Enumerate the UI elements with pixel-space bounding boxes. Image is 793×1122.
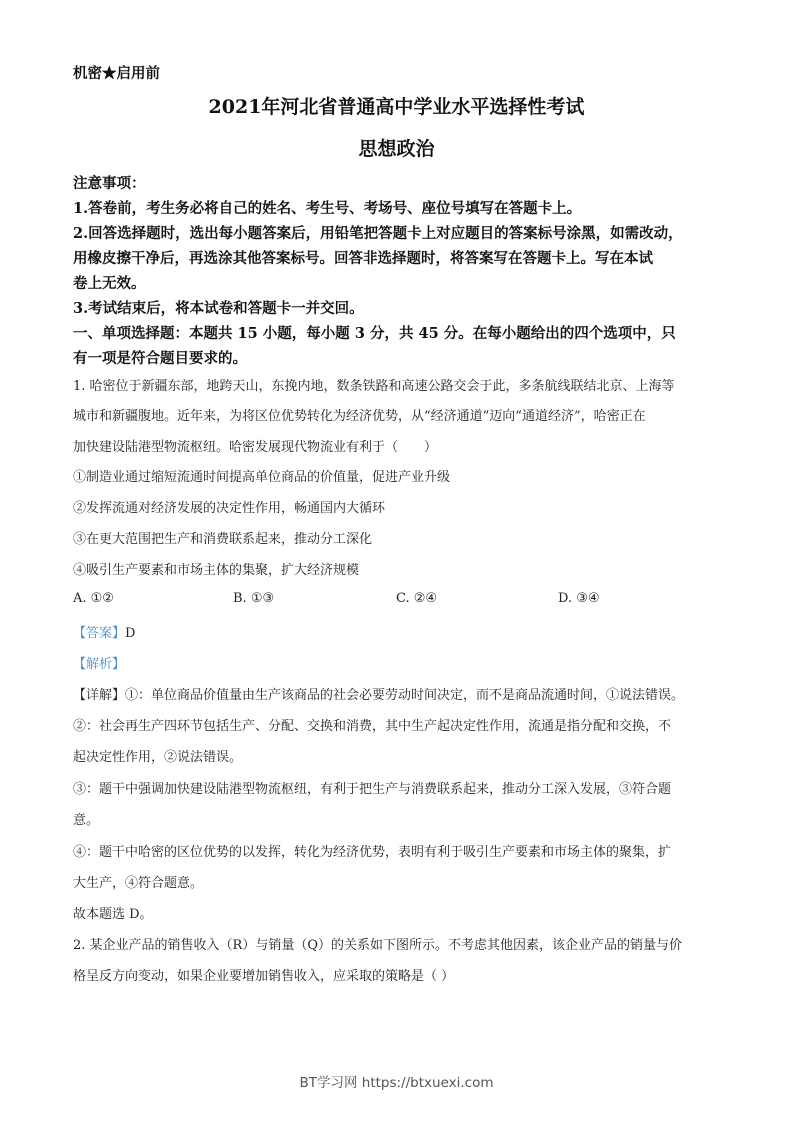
option-d: D. ③④ [558, 591, 600, 606]
question-stem-line: 城市和新疆腹地。近年来，为将区位优势转化为经济优势，从“经济通道”迈向“通道经济”，哈密正在 [73, 409, 646, 424]
notice-line: 1.答卷前，考生务必将自己的姓名、考生号、考场号、座位号填写在答题卡上。 [73, 200, 582, 217]
detail-label: 【详解】 [73, 688, 126, 703]
question-stem-line: 格呈反方向变动，如果企业要增加销售收入，应采取的策略是（ ） [73, 969, 455, 984]
notice-line: 3.考试结束后，将本试卷和答题卡一并交回。 [73, 300, 364, 317]
detail-line: ③：题干中强调加快建设陆港型物流枢纽，有利于把生产与消费联系起来，推动分工深入发展，③符合题 [73, 782, 672, 797]
option-a: A. ①② [73, 591, 114, 606]
exam-title: 2021年河北省普通高中学业水平选择性考试 [208, 96, 585, 118]
statement-2: ②发挥流通对经济发展的决定性作用，畅通国内大循环 [73, 501, 386, 516]
subject-title: 思想政治 [358, 138, 435, 160]
notice-line: 卷上无效。 [73, 275, 146, 292]
answer-value: D [125, 626, 136, 641]
detail-line: 大生产，④符合题意。 [73, 876, 204, 891]
conclusion-line: 故本题选 D。 [73, 907, 153, 922]
detail-text: ①：单位商品价值量由生产该商品的社会必要劳动时间决定，而不是商品流通时间，①说法错误。 [125, 688, 685, 703]
question-stem-line: 加快建设陆港型物流枢纽。哈密发展现代物流业有利于（ ） [73, 440, 438, 455]
detail-line [73, 684, 684, 703]
statement-4: ④吸引生产要素和市场主体的集聚，扩大经济规模 [73, 563, 360, 578]
detail-line: ②：社会再生产四环节包括生产、分配、交换和消费，其中生产起决定性作用，流通是指分配和交换，不 [73, 719, 672, 734]
question-stem-line: 1. 哈密位于新疆东部，地跨天山，东挽内地，数条铁路和高速公路交会于此，多条航线联结北京、上海等 [73, 379, 675, 394]
detail-line: 起决定性作用，②说法错误。 [73, 750, 243, 765]
detail-line: 意。 [73, 813, 100, 828]
confidential-label: 机密★启用前 [73, 65, 160, 82]
option-b: B. ①③ [233, 591, 275, 606]
notice-line: 用橡皮擦干净后，再选涂其他答案标号。回答非选择题时，将答案写在答题卡上。写在本试 [73, 250, 653, 267]
question-stem-line: 2. 某企业产品的销售收入（R）与销量（Q）的关系如下图所示。不考虑其他因素，该企业产品的销量与价 [73, 938, 682, 953]
analysis-label: 【解析】 [73, 657, 126, 672]
statement-1: ①制造业通过缩短流通时间提高单位商品的价值量，促进产业升级 [73, 470, 451, 485]
notice-heading: 注意事项： [73, 175, 146, 192]
detail-line: ④：题干中哈密的区位优势的以发挥，转化为经济优势，表明有利于吸引生产要素和市场主体的聚集，扩 [73, 845, 672, 860]
section-line: 一、单项选择题：本题共 15 小题，每小题 3 分，共 45 分。在每小题给出的四个选项中，只 [73, 325, 676, 342]
option-c: C. ②④ [396, 591, 438, 606]
section-line: 有一项是符合题目要求的。 [73, 350, 247, 367]
statement-3: ③在更大范围把生产和消费联系起来，推动分工深化 [73, 532, 373, 547]
footer-watermark: BT学习网 https://btxuexi.com [299, 1075, 494, 1091]
notice-line: 2.回答选择题时，选出每小题答案后，用铅笔把答题卡上对应题目的答案标号涂黑，如需改动， [73, 225, 683, 242]
answer-label: 【答案】 [73, 626, 126, 641]
answer-line [73, 622, 135, 641]
